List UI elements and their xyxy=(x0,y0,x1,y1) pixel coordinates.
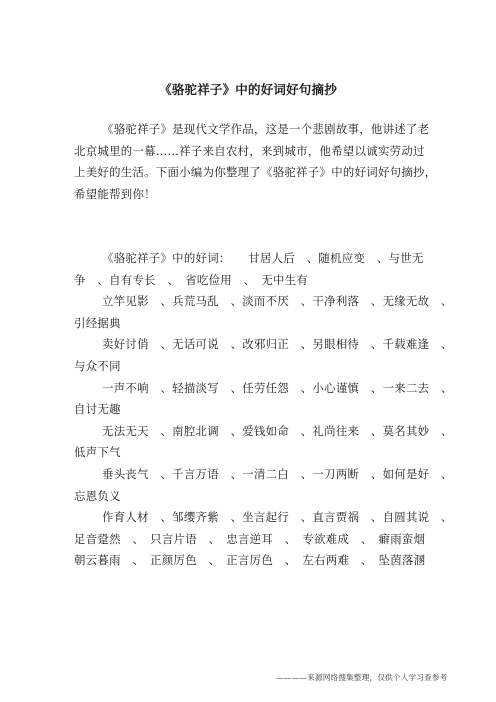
intro-line: 《骆驼祥子》是现代文学作品，这是一个悲剧故事，他讲述了老 xyxy=(102,122,430,136)
word-line: 一声不响 、轻描淡写 、任劳任怨 、小心谨慎 、一来二去 、 xyxy=(102,380,453,395)
word-line: 立竿见影 、兵荒马乱 、淡而不厌 、干净利落 、无缘无故 、 xyxy=(102,294,453,309)
source-footer: ————来源网络搜集整理，仅供个人学习查参考 xyxy=(276,673,448,682)
word-line: 垂头丧气 、千言万语 、一清二白 、一刀两断 、如何是好 、 xyxy=(102,466,453,481)
word-line: 引经据典 xyxy=(74,315,121,330)
word-line: 与众不同 xyxy=(74,358,121,373)
word-line: 忘恩负义 xyxy=(74,488,121,503)
word-line: 作育人材 、邹缨齐紫 、坐言起行 、直言贾祸 、自圆其说 、 xyxy=(102,510,453,525)
word-line: 《骆驼祥子》中的好词： 甘居人后 、随机应变 、与世无 xyxy=(102,251,424,265)
word-line: 低声下气 xyxy=(74,445,121,460)
intro-line: 北京城里的一幕……祥子来自农村，来到城市，他希望以诚实劳动过 xyxy=(74,143,425,158)
word-line: 朝云暮雨 、 正颜厉色 、 正言厉色 、 左右两难 、 坠茵落溷 xyxy=(74,553,426,568)
intro-line: 上美好的生活。下面小编为你整理了《骆驼祥子》中的好词好句摘抄， xyxy=(74,165,437,180)
intro-line: 希望能帮到你！ xyxy=(74,186,156,201)
word-line: 无法无天 、南腔北调 、爱钱如命 、礼尚往来 、莫名其妙 、 xyxy=(102,423,453,438)
good-words-list xyxy=(74,248,453,572)
document-title: 《骆驼祥子》中的好词好句摘抄 xyxy=(159,82,337,97)
word-line: 争 、自有专长 、 省吃俭用 、 无中生有 xyxy=(74,272,309,287)
word-line: 卖好讨俏 、无话可说 、改邪归正 、另眼相待 、千载难逢 、 xyxy=(102,337,453,352)
intro-paragraph xyxy=(74,119,437,205)
word-line: 自讨无趣 xyxy=(74,402,121,417)
word-line: 足音跫然 、 只言片语 、 忠言逆耳 、 专欲难成 、 癖雨蛮烟 xyxy=(74,531,426,546)
